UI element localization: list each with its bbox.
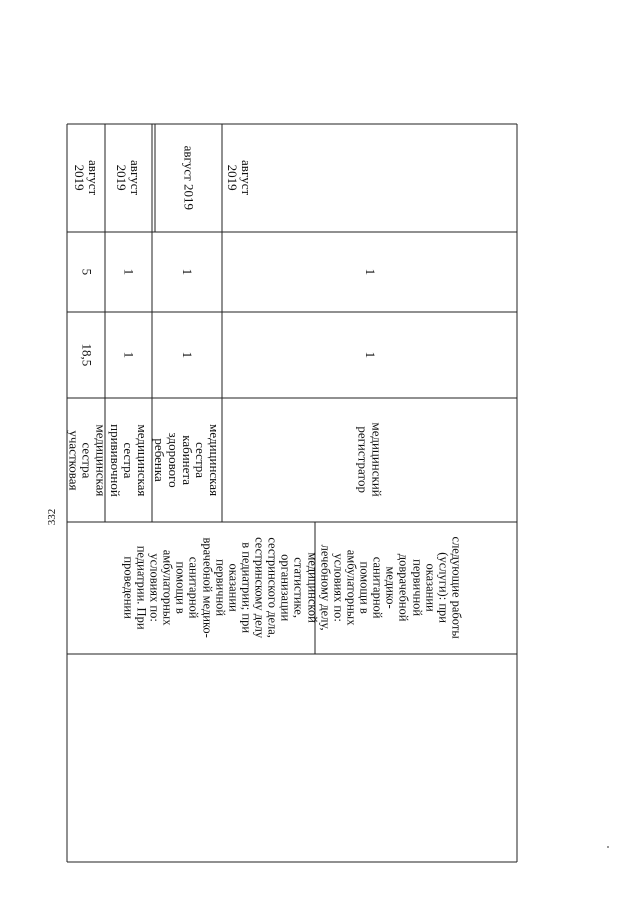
work-description-text: следующие работы (услуги): при оказании первичной доврачебной медико- санитарной помощи в амбулаторных условиях по: лечебному делу, медицинской статистике, организации сестринского дела, сестринскому делу в педиатрии; при оказании первичной врачебной медико- санитарной помощи в амбулаторных условиях по: педиатрии. При проведении bbox=[121, 536, 464, 640]
row-2-date: август 2019 bbox=[114, 160, 144, 196]
row-4-staff-units: 1 bbox=[362, 351, 378, 359]
row-3-date: август 2019 bbox=[181, 145, 197, 211]
page-number: 332 bbox=[45, 508, 58, 526]
row-3-count: 1 bbox=[179, 268, 195, 276]
row-3-staff-units: 1 bbox=[179, 351, 195, 359]
row-3-position: медицинская сестра кабинета здорового ребенка bbox=[152, 424, 223, 496]
row-2-staff-units: 1 bbox=[121, 351, 137, 359]
work-description-cell bbox=[68, 522, 516, 654]
row-2-position: медицинская сестра прививочной bbox=[107, 423, 150, 497]
row-4-position: медицинский регистратор bbox=[355, 422, 385, 498]
row-4-date: август 2019 bbox=[225, 160, 255, 196]
row-4-count: 1 bbox=[362, 268, 378, 276]
row-2-count: 1 bbox=[121, 268, 137, 276]
scan-artifact bbox=[607, 846, 609, 848]
row-1-staff-units: 18,5 bbox=[79, 343, 95, 367]
row-1-date: август 2019 bbox=[72, 160, 102, 196]
row-1-count: 5 bbox=[79, 268, 95, 276]
row-1-position: медицинская сестра участковая bbox=[65, 424, 108, 496]
